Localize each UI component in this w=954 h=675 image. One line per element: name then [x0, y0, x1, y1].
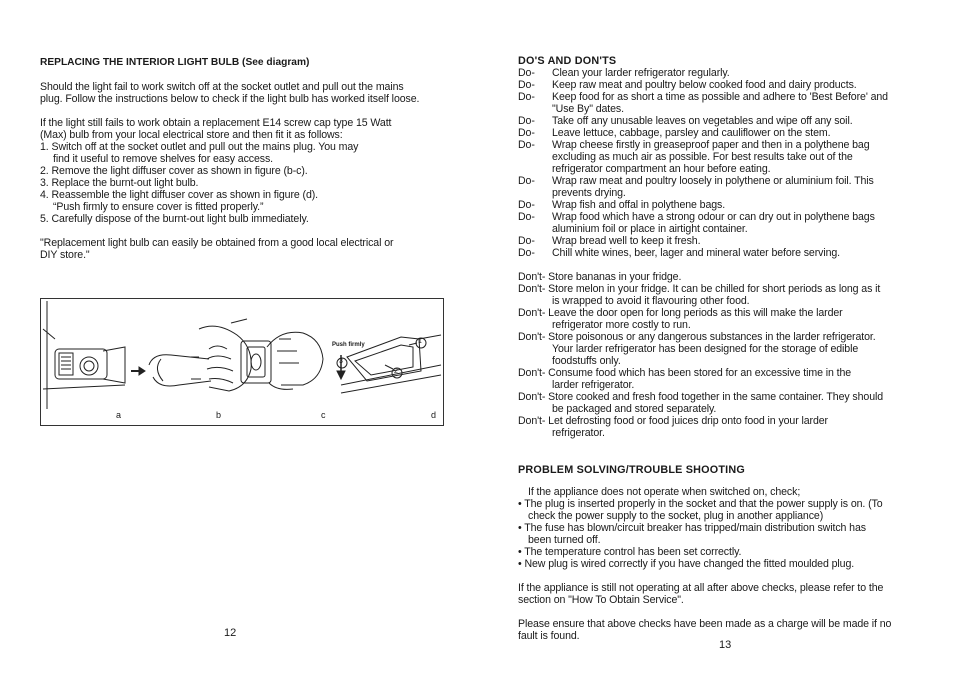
- diagram-number: 1: [418, 338, 422, 345]
- do-text: [552, 79, 906, 91]
- dont-key: Don't-: [518, 307, 546, 319]
- dont-line: Consume food which has been stored for an excessive time in the: [548, 367, 852, 379]
- quote-line: DIY store.": [40, 249, 90, 261]
- do-line: Chill white wines, beer, lager and mineral water before serving.: [552, 247, 841, 259]
- do-line: aluminium foil or place in airtight container.: [552, 223, 748, 235]
- dont-line: Store poisonous or any dangerous substances in the larder refrigerator.: [548, 331, 876, 343]
- do-text: [552, 211, 906, 235]
- still-not-operating: [518, 582, 906, 606]
- dont-line: larder refrigerator.: [552, 379, 635, 391]
- dos-donts-heading: DO'S AND DON'TS: [518, 55, 617, 67]
- spacer: [518, 570, 906, 582]
- check-line: • The fuse has blown/circuit breaker has tripped/main distribution switch has: [518, 522, 866, 534]
- quote-line: "Replacement light bulb can easily be obtained from a good local electrical or: [40, 237, 394, 249]
- do-text: [552, 247, 906, 259]
- do-line: "Use By" dates.: [552, 103, 624, 115]
- check-item: [518, 522, 906, 546]
- do-key: Do-: [518, 67, 535, 79]
- spacer: [518, 606, 906, 618]
- dont-key: Don't-: [518, 331, 546, 343]
- do-line: Wrap raw meat and poultry loosely in polythene or aluminium foil. This: [552, 175, 874, 187]
- do-item: [518, 139, 906, 175]
- do-text: [552, 175, 906, 199]
- do-text: [552, 91, 906, 115]
- step-line: 4. Reassemble the light diffuser cover as shown in figure (d).: [40, 189, 319, 201]
- dont-item: [518, 391, 906, 415]
- donts-list: [518, 271, 906, 439]
- do-key: Do-: [518, 91, 535, 103]
- light-bulb-heading: REPLACING THE INTERIOR LIGHT BULB (See diagram): [40, 57, 310, 68]
- do-key: Do-: [518, 115, 535, 127]
- light-bulb-diagram: [40, 298, 444, 426]
- do-line: Wrap food which have a strong odour or can dry out in polythene bags: [552, 211, 875, 223]
- do-text: [552, 127, 906, 139]
- replacement-line: If the light still fails to work obtain a replacement E14 screw cap type 15 Watt: [40, 117, 392, 129]
- step-item: [40, 141, 440, 165]
- do-line: Clean your larder refrigerator regularly.: [552, 67, 730, 79]
- check-item: [518, 498, 906, 522]
- check-item: • The temperature control has been set correctly.: [518, 546, 742, 558]
- do-item: [518, 211, 906, 235]
- do-text: [552, 67, 906, 79]
- figure-label-b: b: [216, 410, 222, 420]
- step-item: 2. Remove the light diffuser cover as shown in figure (b-c).: [40, 165, 308, 177]
- step-item: 3. Replace the burnt-out light bulb.: [40, 177, 199, 189]
- do-key: Do-: [518, 211, 535, 223]
- dont-line: is wrapped to avoid it flavouring other food.: [552, 295, 750, 307]
- dont-key: Don't-: [518, 283, 546, 295]
- check-line: • The plug is inserted properly in the socket and that the power supply is on. (To: [518, 498, 883, 510]
- do-item: [518, 247, 906, 259]
- dont-line: Store cooked and fresh food together in the same container. They should: [548, 391, 884, 403]
- troubleshooting-section: [518, 464, 906, 642]
- dont-line: refrigerator.: [552, 427, 605, 439]
- replacement-paragraph: [40, 117, 440, 141]
- step-line: find it useful to remove shelves for easy access.: [53, 153, 274, 165]
- do-line: excluding as much air as possible. For best results take out of the: [552, 151, 853, 163]
- dont-line: be packaged and stored separately.: [552, 403, 717, 415]
- spacer: [518, 259, 906, 271]
- check-line: check the power supply to the socket, plug in another appliance): [528, 510, 824, 522]
- do-line: prevents drying.: [552, 187, 626, 199]
- do-line: Take off any unusable leaves on vegetables and wipe off any soil.: [552, 115, 853, 127]
- dont-item: [518, 331, 906, 367]
- dont-line: Your larder refrigerator has been designed for the storage of edible: [552, 343, 859, 355]
- do-line: Leave lettuce, cabbage, parsley and cauliflower on the stem.: [552, 127, 831, 139]
- charge-line: fault is found.: [518, 630, 580, 642]
- troubleshooting-heading: PROBLEM SOLVING/TROUBLE SHOOTING: [518, 464, 745, 476]
- do-text: [552, 235, 906, 247]
- push-firmly-label: Push firmly: [332, 342, 365, 348]
- charge-line: Please ensure that above checks have been made as a charge will be made if no: [518, 618, 892, 630]
- do-line: Keep raw meat and poultry below cooked food and dairy products.: [552, 79, 857, 91]
- dont-key: Don't-: [518, 415, 546, 427]
- do-item: [518, 127, 906, 139]
- do-item: [518, 175, 906, 199]
- replacement-quote: [40, 237, 440, 261]
- dont-line: Let defrosting food or food juices drip onto food in your larder: [548, 415, 828, 427]
- dont-key: Don't-: [518, 367, 546, 379]
- do-key: Do-: [518, 175, 535, 187]
- do-key: Do-: [518, 199, 535, 211]
- still-not-line: section on "How To Obtain Service".: [518, 594, 684, 606]
- page-number-right: 13: [719, 639, 732, 651]
- intro-paragraph: [40, 81, 440, 105]
- dont-line: foodstuffs only.: [552, 355, 621, 367]
- do-text: [552, 115, 906, 127]
- dont-key: Don't-: [518, 271, 546, 283]
- dont-line: refrigerator more costly to run.: [552, 319, 691, 331]
- dont-item: [518, 271, 906, 283]
- dont-line: Store melon in your fridge. It can be chilled for short periods as long as it: [548, 283, 881, 295]
- do-key: Do-: [518, 235, 535, 247]
- dont-item: [518, 367, 906, 391]
- still-not-line: If the appliance is still not operating at all after above checks, please refer to the: [518, 582, 884, 594]
- dont-key: Don't-: [518, 391, 546, 403]
- intro-line: Should the light fail to work switch off at the socket outlet and pull out the mains: [40, 81, 404, 93]
- do-line: Keep food for as short a time as possible and adhere to 'Best Before' and: [552, 91, 888, 103]
- step-line: 1. Switch off at the socket outlet and pull out the mains plug. You may: [40, 141, 359, 153]
- check-line: been turned off.: [528, 534, 601, 546]
- do-text: [552, 199, 906, 211]
- dont-line: Store bananas in your fridge.: [548, 271, 682, 283]
- intro-line: plug. Follow the instructions below to check if the light bulb has worked itself loose.: [40, 93, 420, 105]
- dont-item: [518, 283, 906, 307]
- dont-line: Leave the door open for long periods as this will make the larder: [548, 307, 843, 319]
- do-key: Do-: [518, 139, 535, 151]
- diagram-number: 3: [339, 358, 343, 365]
- spacer: [518, 476, 906, 486]
- do-text: [552, 139, 906, 175]
- figure-label-a: a: [116, 410, 122, 420]
- figure-label-d: d: [431, 410, 437, 420]
- troubleshooting-intro: If the appliance does not operate when switched on, check;: [528, 486, 801, 498]
- check-item: • New plug is wired correctly if you have changed the fitted moulded plug.: [518, 558, 855, 570]
- do-item: [518, 235, 906, 247]
- do-line: Wrap cheese firstly in greaseproof paper and then in a polythene bag: [552, 139, 870, 151]
- replacement-line: (Max) bulb from your local electrical store and then fit it as follows:: [40, 129, 343, 141]
- step-item: [40, 189, 440, 213]
- step-line: “Push firmly to ensure cover is fitted properly.”: [53, 201, 264, 213]
- do-key: Do-: [518, 247, 535, 259]
- steps-list: [40, 141, 440, 225]
- dos-list: [518, 67, 906, 259]
- do-key: Do-: [518, 127, 535, 139]
- diagram-illustration: [41, 299, 445, 427]
- charge-notice: [518, 618, 906, 642]
- page-number-left: 12: [224, 627, 237, 639]
- dont-item: [518, 415, 906, 439]
- step-item: 5. Carefully dispose of the burnt-out light bulb immediately.: [40, 213, 309, 225]
- diagram-number: 2: [394, 368, 398, 375]
- do-item: [518, 199, 906, 211]
- do-line: refrigerator compartment an hour before eating.: [552, 163, 771, 175]
- do-item: [518, 91, 906, 115]
- do-line: Wrap bread well to keep it fresh.: [552, 235, 701, 247]
- do-item: [518, 67, 906, 79]
- dont-item: [518, 307, 906, 331]
- figure-label-c: c: [321, 410, 326, 420]
- do-key: Do-: [518, 79, 535, 91]
- dos-donts-section: [518, 55, 906, 439]
- do-item: [518, 115, 906, 127]
- do-item: [518, 79, 906, 91]
- do-line: Wrap fish and offal in polythene bags.: [552, 199, 726, 211]
